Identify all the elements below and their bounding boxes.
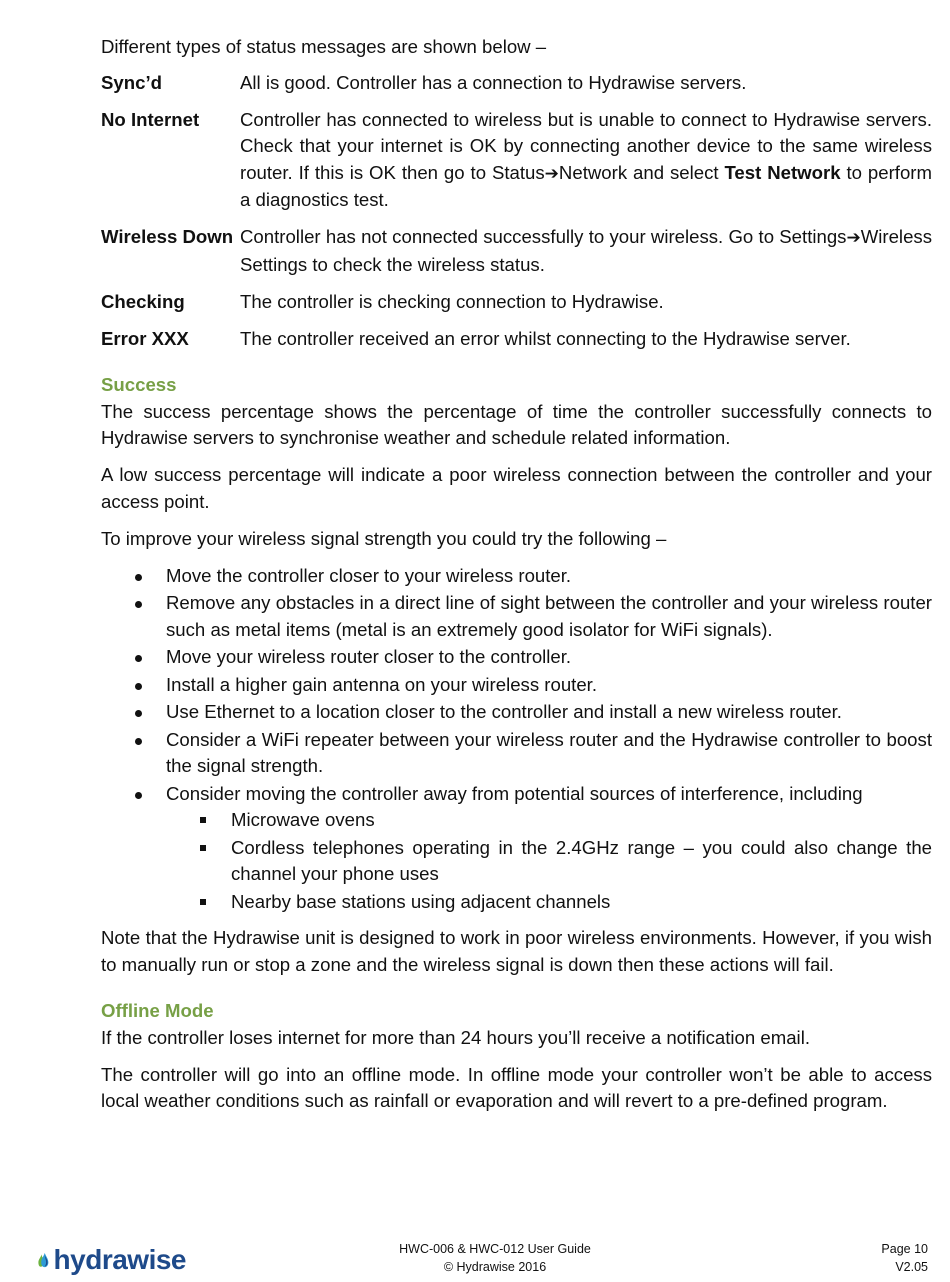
status-term: Error XXX — [101, 327, 189, 349]
square-bullet-icon — [200, 899, 206, 905]
status-description — [240, 107, 932, 214]
status-term: Sync’d — [101, 71, 162, 93]
bullet-icon — [135, 738, 142, 745]
status-description — [240, 224, 932, 278]
document-page — [101, 34, 932, 1125]
list-item-text: Move your wireless router closer to the controller. — [166, 646, 572, 667]
bullet-icon — [135, 683, 142, 690]
success-heading: Success — [101, 374, 177, 395]
status-row-checking — [101, 289, 932, 316]
bullet-icon — [135, 601, 142, 608]
list-item — [101, 781, 932, 916]
status-row-syncd — [101, 70, 932, 97]
status-description — [240, 70, 932, 97]
page-number: Page 10 — [881, 1242, 928, 1256]
sub-list-item — [101, 835, 932, 888]
list-item-text: Consider moving the controller away from potential sources of interference, including — [166, 782, 863, 804]
status-row-no-internet — [101, 107, 932, 214]
square-bullet-icon — [200, 817, 206, 823]
water-drop-icon — [36, 1240, 50, 1280]
square-bullet-icon — [200, 845, 206, 851]
offline-heading: Offline Mode — [101, 1000, 214, 1021]
offline-paragraph: If the controller loses internet for more than 24 hours you’ll receive a notification email. — [101, 1026, 810, 1048]
status-row-error — [101, 326, 932, 353]
sub-list-item — [101, 889, 932, 916]
version: V2.05 — [895, 1260, 928, 1274]
offline-paragraph: The controller will go into an offline mode. In offline mode your controller won’t be able to access local weather conditions such as rainfall or evaporation and will revert to a pre-defined program. — [101, 1063, 932, 1111]
status-term: Checking — [101, 290, 185, 312]
bullet-icon — [135, 710, 142, 717]
list-item — [101, 699, 932, 726]
status-description-text: Controller has connected to wireless but is unable to connect to Hydrawise servers. Check that your internet is OK by connecting another device to the same wireless router. If this is OK then go to Status — [240, 108, 932, 183]
status-description — [240, 326, 932, 353]
test-network-label: Test Network — [724, 161, 841, 183]
list-item — [101, 727, 932, 780]
list-item-text: Move the controller closer to your wireless router. — [166, 564, 572, 586]
success-paragraph: The success percentage shows the percentage of time the controller successfully connects to Hydrawise servers to synchronise weather and schedule related information. — [101, 400, 932, 448]
bullet-icon — [135, 574, 142, 581]
bullet-icon — [135, 655, 142, 662]
sub-list-item-text: Nearby base stations using adjacent channels — [231, 890, 611, 912]
list-item — [101, 590, 932, 643]
success-paragraph: A low success percentage will indicate a poor wireless connection between the controller and your access point. — [101, 464, 932, 512]
arrow-right-icon: ➔ — [846, 228, 861, 247]
document-title: HWC-006 & HWC-012 User Guide — [399, 1242, 591, 1256]
improvement-list — [101, 563, 932, 916]
logo-wordmark: hydrawise — [53, 1244, 186, 1275]
status-description-text: Network and select — [558, 161, 725, 183]
hydrawise-logo — [36, 1240, 186, 1280]
sub-list-item-text: Cordless telephones operating in the 2.4GHz range – you could also change the channel your phone uses — [231, 836, 932, 884]
sub-list-item-text: Microwave ovens — [231, 809, 375, 830]
footer-right — [881, 1240, 928, 1276]
copyright: © Hydrawise 2016 — [443, 1260, 547, 1274]
sub-list-item — [101, 807, 932, 834]
list-item-text: Install a higher gain antenna on your wireless router. — [166, 673, 598, 695]
status-term: No Internet — [101, 108, 200, 130]
status-row-wireless-down — [101, 224, 932, 278]
list-item-text: Use Ethernet to a location closer to the controller and install a new wireless router. — [166, 701, 842, 722]
success-note: Note that the Hydrawise unit is designed to work in poor wireless environments. However, if you wish to manually run or stop a zone and the wireless signal is down then these actions will fail. — [101, 927, 932, 975]
status-description-text: to perform a diagnostics test. — [240, 161, 932, 210]
list-item-text: Remove any obstacles in a direct line of sight between the controller and your wireless router such as metal items (metal is an extremely good isolator for WiFi signals). — [166, 592, 932, 640]
success-paragraph: To improve your wireless signal strength you could try the following – — [101, 527, 667, 549]
list-item — [101, 672, 932, 699]
page-footer — [0, 1238, 950, 1282]
footer-center — [345, 1240, 645, 1276]
arrow-right-icon: ➔ — [544, 163, 559, 183]
status-description-text: Wireless Settings to check the wireless status. — [240, 226, 932, 275]
list-item — [101, 563, 932, 590]
interference-list — [166, 807, 932, 915]
status-description-text: All is good. Controller has a connection to Hydrawise servers. — [240, 71, 747, 93]
status-description — [240, 289, 932, 316]
status-description-text: Controller has not connected successfully to your wireless. Go to Settings — [240, 226, 847, 247]
list-item — [101, 644, 932, 671]
bullet-icon — [135, 792, 142, 799]
status-description-text: The controller received an error whilst connecting to the Hydrawise server. — [240, 327, 851, 349]
status-term: Wireless Down — [101, 226, 234, 247]
list-item-text: Consider a WiFi repeater between your wireless router and the Hydrawise controller to boost the signal strength. — [166, 728, 932, 776]
status-intro: Different types of status messages are shown below – — [101, 36, 547, 57]
status-description-text: The controller is checking connection to Hydrawise. — [240, 290, 664, 312]
